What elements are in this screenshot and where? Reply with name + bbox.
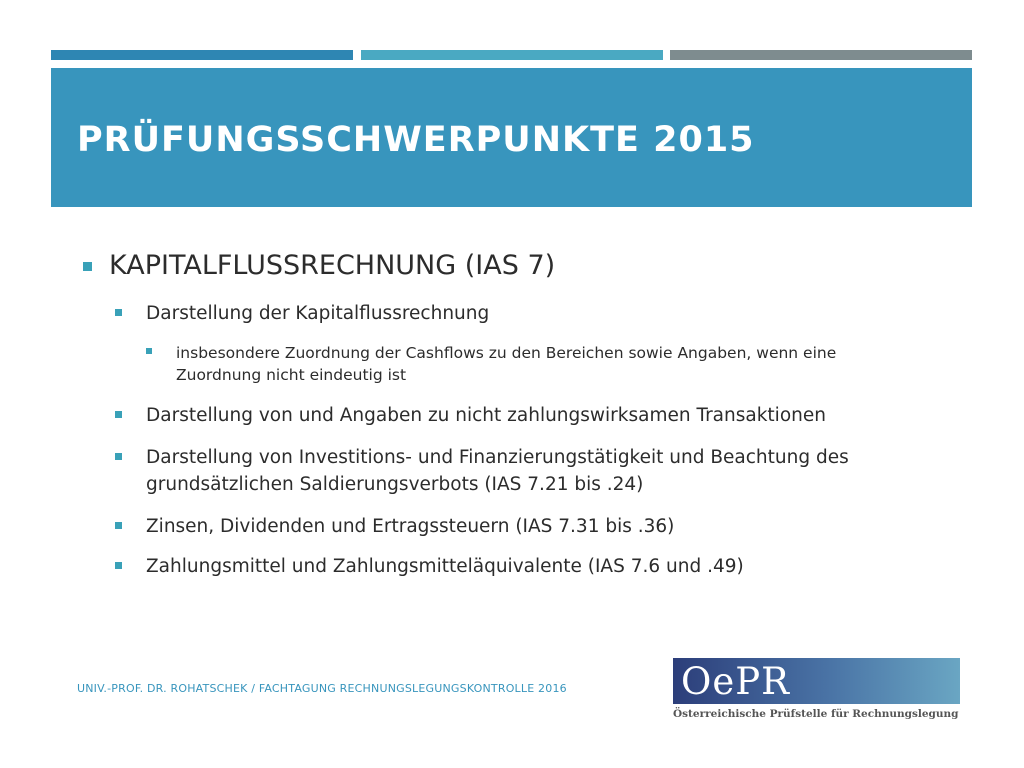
square-bullet-icon [115,562,122,569]
list-item-text: Zinsen, Dividenden und Ertragssteuern (IAS 7.31 bis .36) [146,516,675,537]
sub-list-item-text: insbesondere Zuordnung der Cashflows zu den Bereichen sowie Angaben, wenn eine Zuordnung nicht eindeutig ist [176,344,837,384]
logo-band [673,658,960,704]
list-item [146,513,946,540]
list-item [146,553,946,580]
list-item-text: Darstellung von und Angaben zu nicht zahlungswirksamen Transaktionen [146,405,826,426]
list-item-text: Zahlungsmittel und Zahlungsmitteläquivalente (IAS 7.6 und .49) [146,556,744,577]
footer-text: UNIV.-PROF. DR. ROHATSCHEK / FACHTAGUNG RECHNUNGSLEGUNGSKONTROLLE 2016 [77,682,567,695]
square-bullet-icon [83,262,92,271]
square-bullet-icon [146,348,152,354]
list-item [146,300,946,327]
list-item-text: Darstellung von Investitions- und Finanzierungstätigkeit und Beachtung des grundsätzlichen Saldierungsverbots (IAS 7.21 bis .24) [146,447,849,495]
list-item [146,402,946,429]
square-bullet-icon [115,453,122,460]
list-item-text: Darstellung der Kapitalflussrechnung [146,303,490,324]
logo-wordmark: OePR [681,660,790,703]
square-bullet-icon [115,411,122,418]
section-heading: KAPITALFLUSSRECHNUNG (IAS 7) [109,250,556,281]
heading-item [109,250,555,281]
logo-subtitle: Österreichische Prüfstelle für Rechnungslegung [673,708,959,720]
square-bullet-icon [115,309,122,316]
slide-title: PRÜFUNGSSCHWERPUNKTE 2015 [77,120,755,160]
sub-list-item [176,342,896,386]
list-item [146,444,866,498]
square-bullet-icon [115,522,122,529]
oepr-logo [673,658,960,724]
